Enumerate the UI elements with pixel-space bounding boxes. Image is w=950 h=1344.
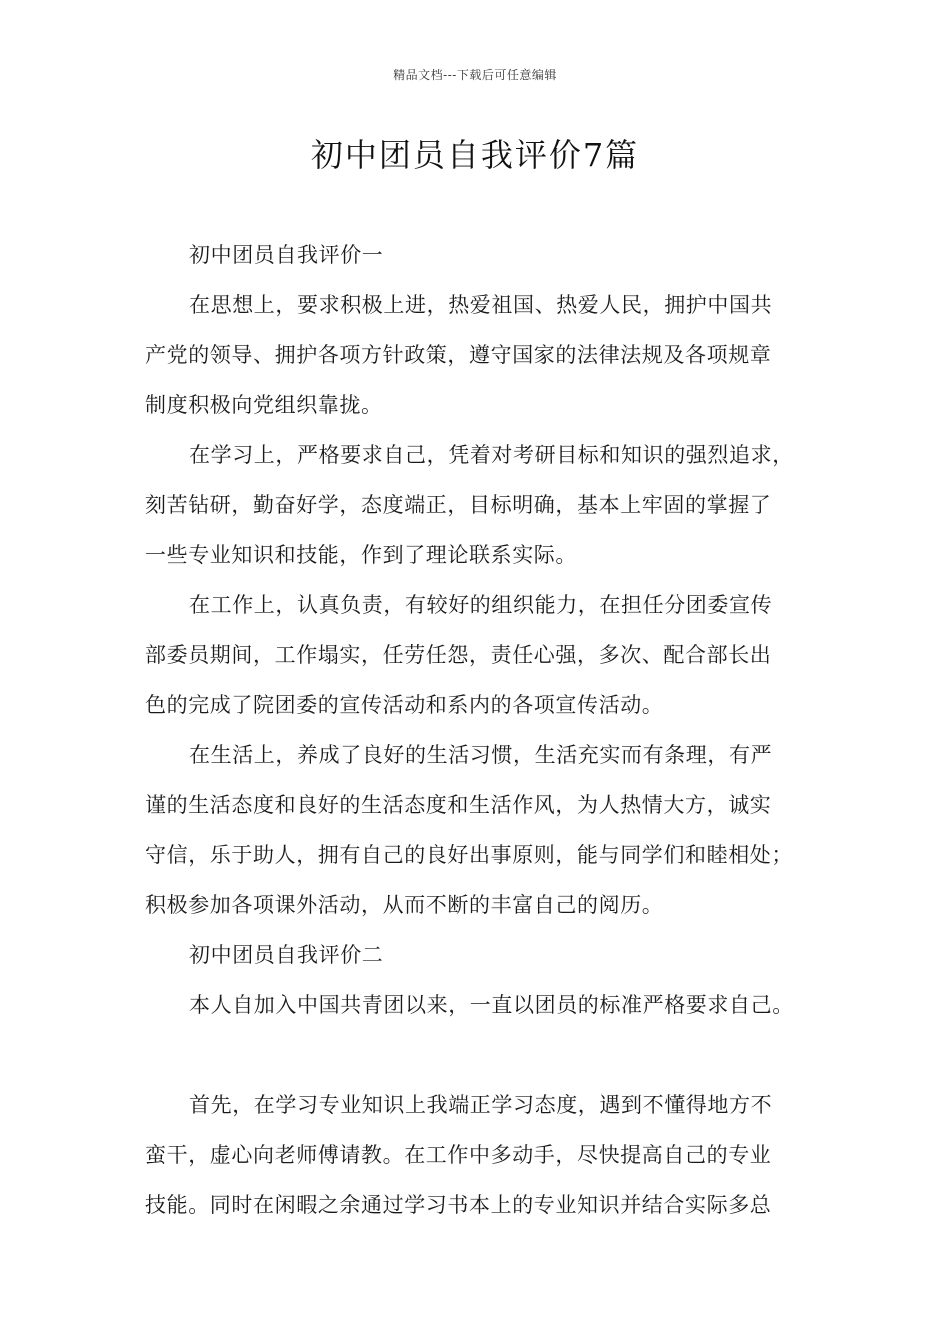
paragraph-line: 色的完成了院团委的宣传活动和系内的各项宣传活动。 — [145, 693, 664, 717]
document-title: 初中团员自我评价7篇 — [310, 136, 640, 174]
document-body — [145, 230, 815, 1230]
paragraph-line: 在学习上，严格要求自己，凭着对考研目标和知识的强烈追求， — [189, 443, 794, 467]
paragraph-line: 产党的领导、拥护各项方针政策，遵守国家的法律法规及各项规章 — [145, 343, 772, 367]
section-heading-2: 初中团员自我评价二 — [189, 943, 384, 967]
paragraph-line: 谨的生活态度和良好的生活态度和生活作风，为人热情大方，诚实 — [145, 793, 772, 817]
paragraph-line: 首先，在学习专业知识上我端正学习态度，遇到不懂得地方不 — [189, 1093, 773, 1117]
paragraph-line: 制度积极向党组织靠拢。 — [145, 393, 383, 417]
header-note: 精品文档---下载后可任意编辑 — [393, 68, 557, 82]
paragraph-line: 积极参加各项课外活动，从而不断的丰富自己的阅历。 — [145, 893, 664, 917]
paragraph-line: 在思想上，要求积极上进，热爱祖国、热爱人民，拥护中国共 — [189, 293, 773, 317]
paragraph-line: 在工作上，认真负责，有较好的组织能力，在担任分团委宣传 — [189, 593, 773, 617]
paragraph-line: 守信，乐于助人，拥有自己的良好出事原则，能与同学们和睦相处； — [145, 843, 793, 867]
paragraph-line: 在生活上，养成了良好的生活习惯，生活充实而有条理，有严 — [189, 743, 773, 767]
paragraph-line: 蛮干，虚心向老师傅请教。在工作中多动手，尽快提高自己的专业 — [145, 1143, 772, 1167]
paragraph-line: 一些专业知识和技能，作到了理论联系实际。 — [145, 543, 577, 567]
paragraph-line: 本人自加入中国共青团以来，一直以团员的标准严格要求自己。 — [189, 993, 794, 1017]
paragraph-line: 部委员期间，工作塌实，任劳任怨，责任心强，多次、配合部长出 — [145, 643, 772, 667]
paragraph-line: 刻苦钻研，勤奋好学，态度端正，目标明确，基本上牢固的掌握了 — [145, 493, 772, 517]
section-heading-1: 初中团员自我评价一 — [189, 243, 384, 267]
paragraph-line: 技能。同时在闲暇之余通过学习书本上的专业知识并结合实际多总 — [145, 1193, 772, 1217]
blank-line — [145, 1030, 815, 1080]
